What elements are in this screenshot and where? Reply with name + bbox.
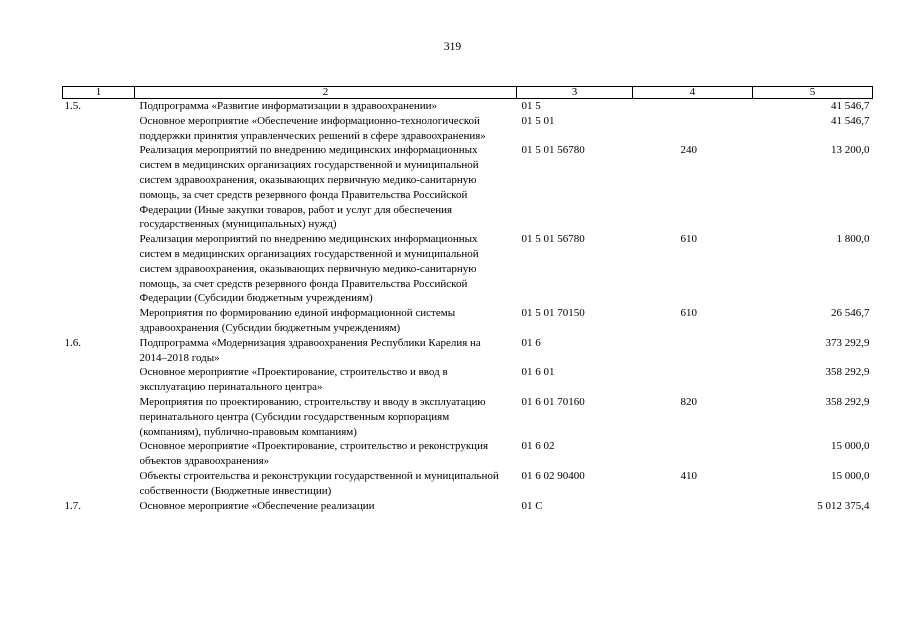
row-number: 1.7. <box>64 499 81 512</box>
row-amount: 358 292,9 <box>825 366 870 379</box>
row-number <box>63 395 135 439</box>
row-expense-type: 610 <box>680 307 697 320</box>
row-name: Основное мероприятие «Обеспечение реализации <box>139 499 375 512</box>
row-expense-type: 820 <box>680 395 697 408</box>
budget-table <box>62 86 873 513</box>
row-name: Основное мероприятие «Проектирование, строительство и реконструкция объектов здравоохранения» <box>139 440 489 468</box>
row-number <box>63 232 135 306</box>
row-expense-type <box>633 336 753 366</box>
row-amount: 15 000,0 <box>831 469 870 482</box>
row-number <box>63 365 135 395</box>
header-col-1: 1 <box>63 87 135 99</box>
row-amount: 15 000,0 <box>831 440 870 453</box>
row-number <box>63 114 135 144</box>
row-amount: 41 546,7 <box>831 114 870 127</box>
row-expense-type <box>633 114 753 144</box>
table-row <box>63 439 873 469</box>
row-expense-type <box>633 439 753 469</box>
header-col-2: 2 <box>135 87 517 99</box>
row-expense-type <box>633 499 753 514</box>
row-number <box>63 306 135 336</box>
row-number: 1.6. <box>64 336 81 349</box>
row-code: 01 6 <box>521 336 541 349</box>
row-code: 01 С <box>521 499 543 512</box>
table-row <box>63 469 873 499</box>
row-code: 01 5 01 56780 <box>521 233 585 246</box>
row-amount: 41 546,7 <box>831 100 870 112</box>
row-expense-type: 410 <box>680 469 697 482</box>
row-expense-type: 610 <box>680 233 697 246</box>
row-number: 1.5. <box>64 100 81 112</box>
header-col-5: 5 <box>753 87 873 99</box>
row-name: Реализация мероприятий по внедрению медицинских информационных систем в медицинских организациях государственной и муниципальной систем здравоохранения, оказывающих первичную медико-санитарную помощь, за счет средств резервного фонда Правительства Российской Федерации (Иные закупки товаров, работ и услуг для обеспечения государственных (муниципальных) нужд) <box>139 144 479 231</box>
row-name: Мероприятия по проектированию, строительству и вводу в эксплуатацию перинатального центра (Субсидии государственным корпорациям (компаниям), публично-правовым компаниям) <box>139 395 486 438</box>
table-body <box>63 99 873 514</box>
row-code: 01 6 01 <box>521 366 555 379</box>
row-amount: 373 292,9 <box>825 336 870 349</box>
row-expense-type: 240 <box>680 144 697 157</box>
table-row <box>63 336 873 366</box>
row-name: Подпрограмма «Развитие информатизации в здравоохранении» <box>139 100 438 112</box>
page-number: 319 <box>443 41 462 53</box>
row-expense-type <box>633 365 753 395</box>
table-row <box>63 395 873 439</box>
row-code: 01 5 01 <box>521 114 555 127</box>
header-col-4: 4 <box>633 87 753 99</box>
row-amount: 13 200,0 <box>831 144 870 157</box>
row-name: Мероприятия по формированию единой информационной системы здравоохранения (Субсидии бюджетным учреждениям) <box>139 307 456 334</box>
row-name: Подпрограмма «Модернизация здравоохранения Республики Карелия на 2014–2018 годы» <box>139 336 481 364</box>
row-amount: 5 012 375,4 <box>817 499 870 512</box>
row-name: Объекты строительства и реконструкции государственной и муниципальной собственности (Бюджетные инвестиции) <box>139 469 499 497</box>
table-row <box>63 365 873 395</box>
row-code: 01 5 <box>521 100 541 112</box>
row-name: Основное мероприятие «Обеспечение информационно-технологической поддержки принятия управленческих решений в сфере здравоохранения» <box>139 114 486 142</box>
row-code: 01 6 02 <box>521 440 555 453</box>
row-amount: 358 292,9 <box>825 395 870 408</box>
row-amount: 1 800,0 <box>836 233 870 246</box>
row-expense-type <box>633 99 753 114</box>
table-row <box>63 232 873 306</box>
table-row <box>63 143 873 232</box>
row-code: 01 6 01 70160 <box>521 395 585 408</box>
table-row <box>63 114 873 144</box>
row-name: Реализация мероприятий по внедрению медицинских информационных систем в медицинских организациях государственной и муниципальной систем здравоохранения, оказывающих первичную медико-санитарную помощь, за счет средств резервного фонда Правительства Российской Федерации (Субсидии бюджетным учреждениям) <box>139 233 479 305</box>
table-row <box>63 499 873 514</box>
row-number <box>63 439 135 469</box>
row-number <box>63 469 135 499</box>
row-code: 01 5 01 70150 <box>521 307 585 320</box>
row-amount: 26 546,7 <box>831 307 870 320</box>
table-header <box>63 87 873 99</box>
header-col-3: 3 <box>517 87 633 99</box>
row-name: Основное мероприятие «Проектирование, строительство и ввод в эксплуатацию перинатального центра» <box>139 366 448 394</box>
row-number <box>63 143 135 232</box>
header-row <box>63 87 873 99</box>
table-row <box>63 99 873 114</box>
table-row <box>63 306 873 336</box>
row-code: 01 5 01 56780 <box>521 144 585 157</box>
row-code: 01 6 02 90400 <box>521 469 585 482</box>
